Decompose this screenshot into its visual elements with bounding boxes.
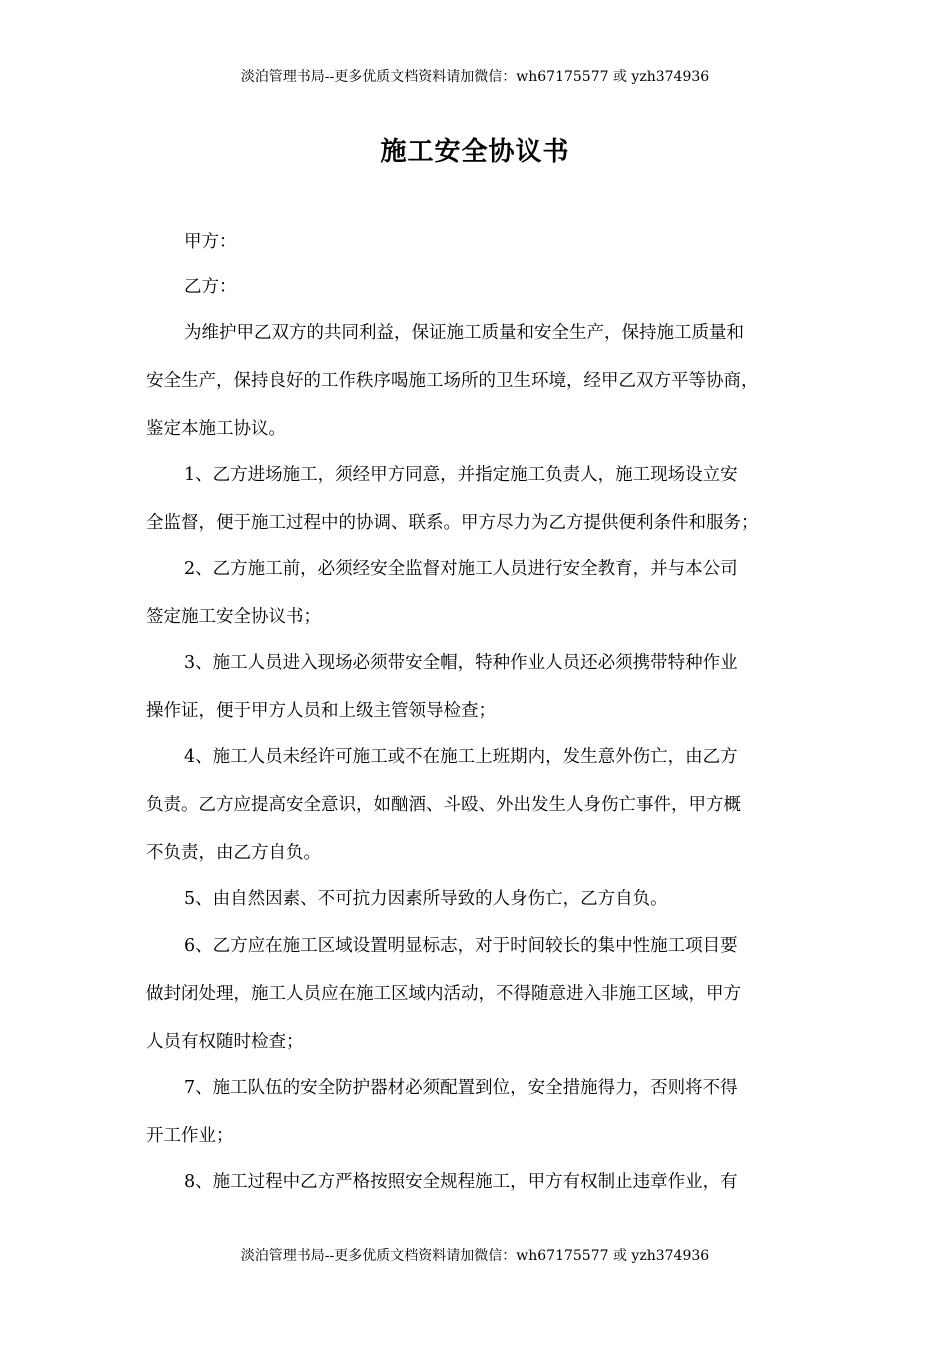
paragraph-line: 开工作业； xyxy=(146,1126,234,1146)
party-a-label: 甲方： xyxy=(184,232,237,252)
party-b-label: 乙方： xyxy=(184,277,237,297)
paragraph-line: 做封闭处理，施工人员应在施工区域内活动，不得随意进入非施工区域，甲方 xyxy=(146,984,741,1004)
paragraph-line: 不负责，由乙方自负。 xyxy=(146,843,321,863)
paragraph-line: 人员有权随时检查； xyxy=(146,1032,304,1052)
document-title: 施工安全协议书 xyxy=(380,137,570,167)
paragraph-line: 负责。乙方应提高安全意识，如酗酒、斗殴、外出发生人身伤亡事件，甲方概 xyxy=(146,795,741,815)
paragraph-line: 3、施工人员进入现场必须带安全帽，特种作业人员还必须携带特种作业 xyxy=(184,653,738,673)
paragraph-line: 8、施工过程中乙方严格按照安全规程施工，甲方有权制止违章作业，有 xyxy=(184,1172,738,1192)
paragraph-line: 2、乙方施工前，必须经安全监督对施工人员进行安全教育，并与本公司 xyxy=(184,559,738,579)
paragraph-line: 签定施工安全协议书； xyxy=(146,607,321,627)
paragraph-line: 5、由自然因素、不可抗力因素所导致的人身伤亡，乙方自负。 xyxy=(184,889,668,909)
paragraph-line: 操作证，便于甲方人员和上级主管领导检查； xyxy=(146,701,496,721)
paragraph-line: 4、施工人员未经许可施工或不在施工上班期内，发生意外伤亡，由乙方 xyxy=(184,747,738,767)
page-header-note: 淡泊管理书局--更多优质文档资料请加微信：wh67175577 或 yzh374936 xyxy=(240,69,710,85)
paragraph-line: 为维护甲乙双方的共同利益，保证施工质量和安全生产，保持施工质量和 xyxy=(184,323,744,343)
paragraph-line: 1、乙方进场施工，须经甲方同意，并指定施工负责人，施工现场设立安 xyxy=(184,465,738,485)
paragraph-line: 全监督，便于施工过程中的协调、联系。甲方尽力为乙方提供便利条件和服务； xyxy=(146,513,759,533)
page-footer-note: 淡泊管理书局--更多优质文档资料请加微信：wh67175577 或 yzh374936 xyxy=(240,1248,710,1264)
paragraph-line: 鉴定本施工协议。 xyxy=(146,419,286,439)
paragraph-line: 6、乙方应在施工区域设置明显标志，对于时间较长的集中性施工项目要 xyxy=(184,936,738,956)
paragraph-line: 安全生产，保持良好的工作秩序喝施工场所的卫生环境，经甲乙双方平等协商， xyxy=(146,371,759,391)
paragraph-line: 7、施工队伍的安全防护器材必须配置到位，安全措施得力，否则将不得 xyxy=(184,1078,738,1098)
